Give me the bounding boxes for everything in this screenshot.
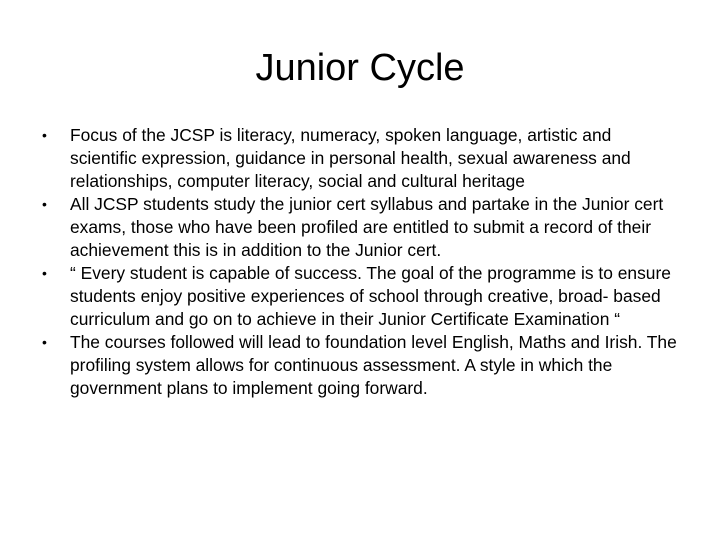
slide-title: Junior Cycle [255, 47, 465, 89]
bullet-marker: • [42, 127, 47, 143]
bullet-item [42, 331, 682, 400]
bullet-marker: • [42, 334, 47, 350]
bullet-item [42, 193, 682, 262]
bullet-item [42, 124, 682, 193]
bullet-item [42, 262, 682, 331]
bullet-text: Focus of the JCSP is literacy, numeracy, spoken language, artistic and scientific expression, guidance in personal health, sexual awareness and relationships, computer literacy, social and cultural heritage [70, 125, 631, 191]
bullet-text: “ Every student is capable of success. The goal of the programme is to ensure students enjoy positive experiences of school through creative, broad- based curriculum and go on to achieve in their Junior Certificate Examination “ [70, 263, 671, 329]
bullet-text: All JCSP students study the junior cert syllabus and partake in the Junior cert exams, those who have been profiled are entitled to submit a record of their achievement this is in addition to the Junior cert. [70, 194, 664, 260]
bullet-list [42, 124, 682, 400]
bullet-text: The courses followed will lead to foundation level English, Maths and Irish. The profiling system allows for continuous assessment. A style in which the government plans to implement going forward. [70, 332, 677, 398]
bullet-marker: • [42, 265, 47, 281]
bullet-marker: • [42, 196, 47, 212]
